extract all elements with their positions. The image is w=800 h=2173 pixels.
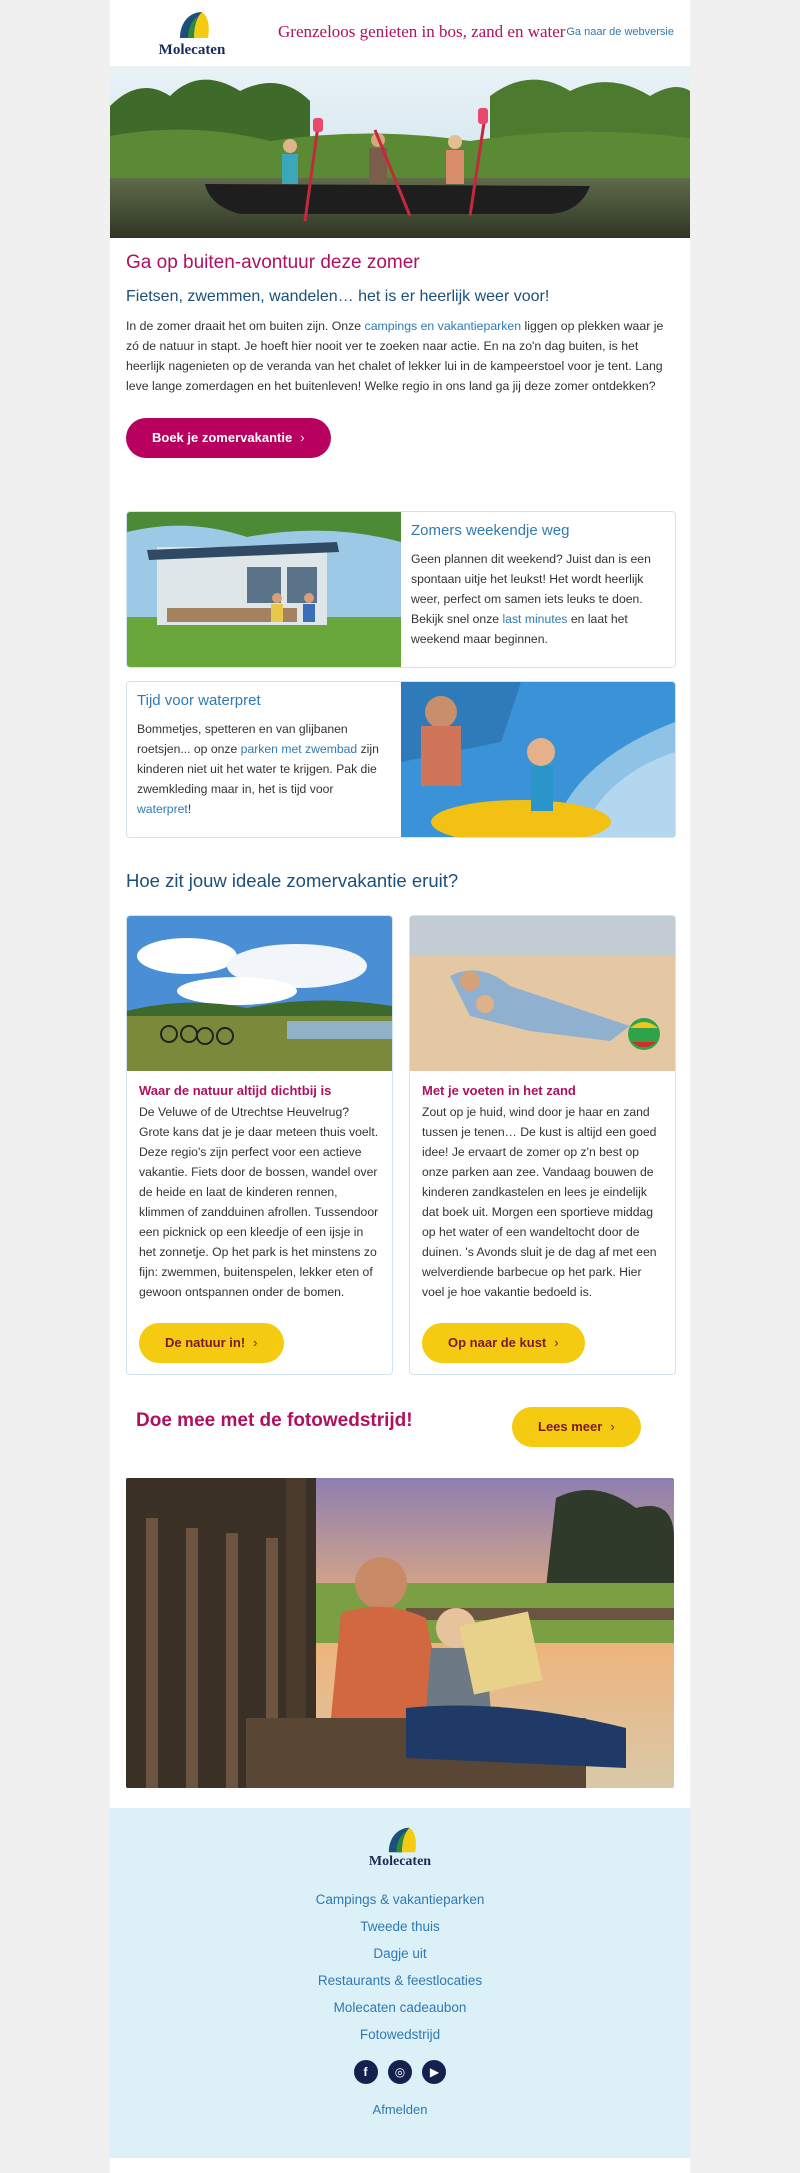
weekend-card-text [401,512,671,659]
web-version-link[interactable]: Ga naar de webversie [566,26,674,38]
beach-title: Met je voeten in het zand [422,1083,576,1098]
water-card [126,681,676,838]
footer-logo[interactable] [360,1824,440,1876]
intro-subtitle: Fietsen, zwemmen, wandelen… het is er heerlijk weer voor! [126,288,550,305]
nature-card [126,915,393,1375]
footer-link-tweede-thuis[interactable]: Tweede thuis [360,1919,440,1934]
footer-link-cadeaubon[interactable]: Molecaten cadeaubon [333,2000,467,2015]
waterpret-link[interactable]: waterpret [137,802,188,816]
logo-text: Molecaten [158,42,226,58]
read-more-button-label: Lees meer [538,1419,603,1434]
pools-link[interactable]: parken met zwembad [240,742,358,756]
beach-image [410,916,675,1071]
footer-link-fotowedstrijd[interactable]: Fotowedstrijd [359,2027,441,2042]
weekend-title: Zomers weekendje weg [411,522,570,539]
chevron-right-icon: › [610,1419,615,1434]
instagram-icon[interactable]: ◎ [388,2060,412,2084]
intro-body-part1: In de zomer draait het om buiten zijn. Onze [126,319,365,333]
nature-button[interactable] [139,1323,284,1363]
intro-body-part2: liggen op plekken waar je zó de natuur in stapt. Je hoeft hier nooit ver te zoeken naar actie. En na zo'n dag buiten, is het heerlijk nagenieten op de veranda van het chalet of lekker lui in de kampeerstoel voor je tent. Lang leve lange zomerdagen en het buitenleven! Welke regio in ons land ga jij deze zomer ontdekken? [126,319,664,393]
chevron-right-icon: › [554,1335,559,1350]
beach-card [409,915,676,1375]
book-vacation-button[interactable] [126,418,331,458]
water-body-part1: Bommetjes, spetteren en van glijbanen roetsjen... op onze [137,722,348,756]
water-title: Tijd voor waterpret [137,692,261,709]
waterslide-image [401,682,675,837]
youtube-icon[interactable]: ▶ [422,2060,446,2084]
footer-logo-text: Molecaten [368,1854,432,1869]
weekend-card [126,511,676,668]
footer-links [110,1886,690,2048]
nature-button-label: De natuur in! [165,1335,246,1350]
footer-link-restaurants[interactable]: Restaurants & feestlocaties [317,1973,483,1988]
last-minutes-link[interactable]: last minutes [502,612,568,626]
nature-title: Waar de natuur altijd dichtbij is [139,1083,332,1098]
footer [110,1808,690,2158]
molecaten-logo-icon [176,8,212,42]
chevron-right-icon: › [300,430,305,445]
intro-body [126,316,674,396]
email-container [110,0,690,2173]
water-body-part2: zijn kinderen niet uit het water te krijgen. Pak die zwemkleding maar in, het is tijd voor [137,742,379,796]
weekend-body-part1: Geen plannen dit weekend? Juist dan is een spontaan uitje het leukst! Het wordt heerlijk weer, perfect om samen iets leuks te doen. Bekijk snel onze [411,552,651,626]
water-card-text [127,682,397,829]
header-tagline: Grenzeloos genieten in bos, zand en water [278,22,566,41]
nature-image [127,916,392,1071]
photo-contest-title: Doe mee met de fotowedstrijd! [136,1410,413,1431]
unsubscribe-link[interactable]: Afmelden [372,2102,428,2117]
family-reading-photo [126,1478,674,1788]
beach-button[interactable] [422,1323,585,1363]
logo[interactable] [152,8,232,60]
water-body-part3: ! [187,802,192,816]
book-vacation-button-label: Boek je zomervakantie [152,430,293,445]
footer-link-campings[interactable]: Campings & vakantieparken [315,1892,485,1907]
water-body [137,719,387,819]
intro-section [110,238,690,458]
beach-body: Zout op je huid, wind door je haar en zand tussen je tenen… De kust is altijd een goed idee! Je ervaart de zomer op z'n best op onze parken aan zee. Vandaag bouwen de kinderen zandkastelen en lees je eindelijk dat boek uit. Morgen een sportieve middag op het water of een wandeltocht door de duinen. 's Avonds sluit je de dag af met een welverdiende barbecue op het park. Hier voel je hoe vakantie bedoeld is. [422,1105,657,1299]
footer-link-dagje-uit[interactable]: Dagje uit [373,1946,427,1961]
social-icons [110,2060,690,2084]
chalet-image [127,512,401,667]
ideal-vacation-heading: Hoe zit jouw ideale zomervakantie eruit? [126,870,459,891]
facebook-icon[interactable]: f [354,2060,378,2084]
header [110,0,690,66]
molecaten-logo-icon [384,1824,420,1856]
nature-body: De Veluwe of de Utrechtse Heuvelrug? Grote kans dat je je daar meteen thuis voelt. Deze regio's zijn perfect voor een actieve vakantie. Fiets door de bossen, wandel over de heide en laat de kinderen rennen, klimmen of zandduinen afrollen. Tussendoor een picknick op een kleedje of een ijsje in het zonnetje. Op het park is het minstens zo fijn: zwemmen, buitenspelen, lekker eten of gewoon ontspannen onder de bomen. [139,1105,379,1299]
beach-button-label: Op naar de kust [448,1335,547,1350]
hero-image-canoe [110,66,690,238]
campings-link[interactable]: campings en vakantieparken [364,319,522,333]
chevron-right-icon: › [253,1335,258,1350]
weekend-body-part2: en laat het weekend maar beginnen. [411,612,628,646]
read-more-button[interactable] [512,1407,641,1447]
intro-title: Ga op buiten-avontuur deze zomer [126,252,420,273]
weekend-body [411,549,661,649]
